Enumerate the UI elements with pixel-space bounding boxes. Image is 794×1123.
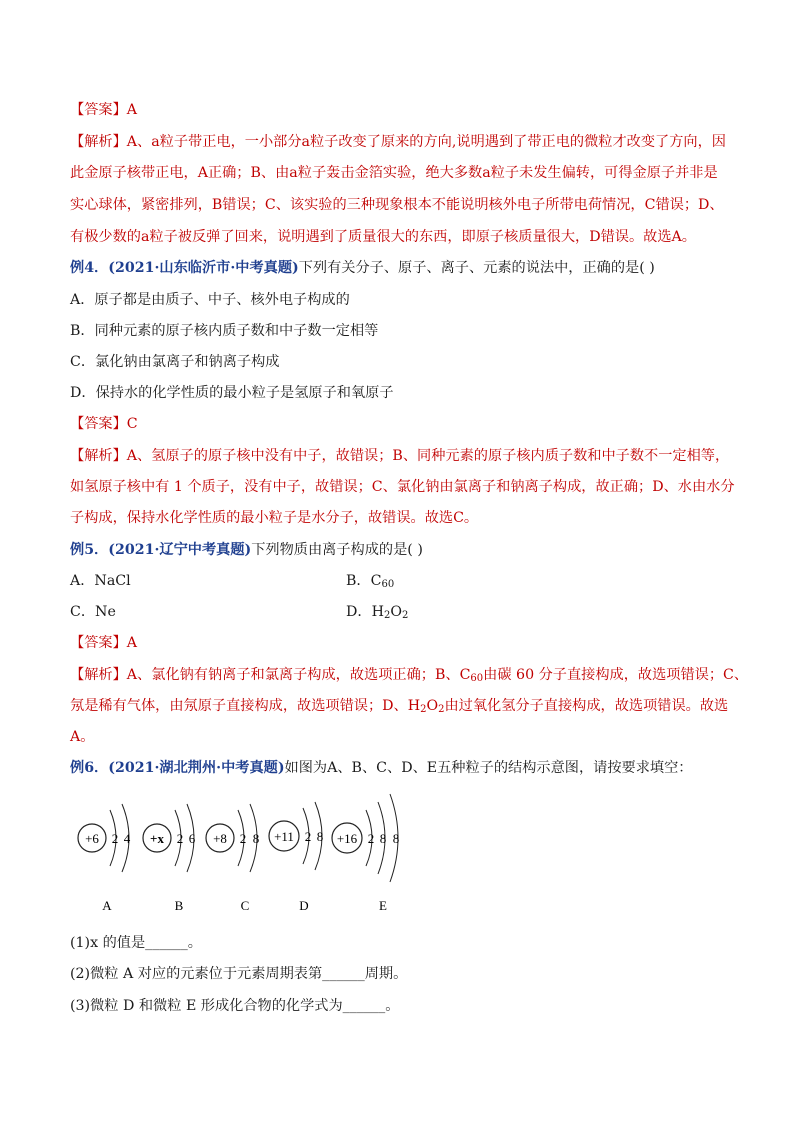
- atom-label: E: [379, 898, 387, 913]
- example-source: (2021·山东临沂市·中考真题): [108, 260, 299, 276]
- option-a: A．原子都是由质子、中子、核外电子构成的: [70, 292, 350, 308]
- sub-question-1: (1)x 的值是______。: [70, 935, 202, 951]
- atom-b-diagram: [143, 804, 196, 913]
- option-a: A．NaCl: [70, 573, 131, 589]
- example-source: (2021·湖北荆州·中考真题): [108, 760, 285, 776]
- atom-label: D: [299, 898, 309, 913]
- example-6-question: [70, 758, 693, 778]
- atom-label: A: [102, 898, 112, 913]
- analysis-line: 有极少数的a粒子被反弹了回来，说明遇到了质量很大的东西，即原子核质量很大，D错误。故选A。: [70, 229, 696, 245]
- atom-label: C: [240, 898, 250, 913]
- analysis-line: [70, 665, 748, 689]
- option-d: D．保持水的化学性质的最小粒子是氢原子和氧原子: [70, 385, 394, 401]
- example-label: 例6．: [70, 760, 109, 776]
- option-c: C．Ne: [70, 604, 116, 620]
- shell-electrons: 2: [367, 831, 375, 846]
- atom-structure-diagram: [74, 784, 434, 924]
- question-text: 下列物质由离子构成的是( ): [251, 542, 423, 558]
- example-label: 例4．: [70, 260, 109, 276]
- answer-line: [70, 633, 137, 653]
- subscript: 2: [383, 610, 391, 621]
- sub-question-2: (2)微粒 A 对应的元素位于元素周期表第______周期。: [70, 966, 408, 982]
- shell-electrons: 2: [111, 831, 119, 846]
- analysis-line: 实心球体，紧密排列，B错误；C、该实验的三种现象根本不能说明核外电子所带电荷情况，C错误；D、: [70, 197, 724, 213]
- analysis-tag: 【解析】: [70, 448, 127, 464]
- analysis-tag: 【解析】: [70, 134, 127, 150]
- analysis-text: 由过氧化氢分子直接构成，故选项错误。故选: [444, 698, 729, 714]
- atom-label: B: [174, 898, 184, 913]
- option-d-text: D．H: [346, 604, 384, 620]
- answer-line: [70, 100, 137, 120]
- analysis-line: 如氢原子核中有 1 个质子，没有中子，故错误；C、氯化钠由氯离子和钠离子构成，故正确；D、水由水分: [70, 479, 735, 495]
- option-b: [346, 571, 394, 595]
- shell-electrons: 6: [188, 831, 196, 846]
- analysis-line: 子构成，保持水化学性质的最小粒子是水分子，故错误。故选C。: [70, 510, 479, 526]
- shell-electrons: 2: [239, 831, 247, 846]
- nucleus-charge: +11: [274, 829, 294, 844]
- answer-value: A: [126, 102, 138, 118]
- analysis-text: O: [426, 698, 439, 714]
- example-label: 例5．: [70, 542, 109, 558]
- nucleus-charge: +x: [150, 831, 164, 846]
- shell-electrons: 4: [123, 831, 131, 846]
- answer-value: A: [126, 635, 138, 651]
- nucleus-charge: +8: [213, 831, 227, 846]
- shell-electrons: 8: [392, 831, 400, 846]
- example-5-question: [70, 540, 423, 560]
- subscript: 2: [401, 610, 409, 621]
- atom-d-diagram: [269, 802, 323, 913]
- analysis-line: [70, 132, 726, 152]
- analysis-text: 氖是稀有气体，由氖原子直接构成，故选项错误；D、H: [70, 698, 421, 714]
- nucleus-charge: +6: [85, 831, 99, 846]
- option-d: [346, 602, 408, 626]
- option-b: B．同种元素的原子核内质子数和中子数一定相等: [70, 323, 379, 339]
- analysis-text: A、a粒子带正电，一小部分a粒子改变了原来的方向,说明遇到了带正电的微粒才改变了方向，因: [126, 134, 726, 150]
- answer-tag: 【答案】: [70, 416, 127, 432]
- analysis-line: 此金原子核带正电，A正确；B、由a粒子轰击金箔实验，绝大多数a粒子未发生偏转，可得金原子并非是: [70, 165, 718, 181]
- shell-electrons: 2: [304, 829, 312, 844]
- subscript: 60: [470, 673, 484, 684]
- shell-electrons: 8: [316, 829, 324, 844]
- example-source: (2021·辽宁中考真题): [108, 542, 252, 558]
- answer-tag: 【答案】: [70, 635, 127, 651]
- option-d-text: O: [390, 604, 402, 620]
- answer-line: [70, 414, 138, 434]
- example-4-question: [70, 258, 655, 278]
- shell-electrons: 8: [252, 831, 260, 846]
- nucleus-charge: +16: [336, 831, 358, 846]
- analysis-line: [70, 696, 728, 720]
- atom-c-diagram: [206, 804, 259, 913]
- analysis-text: 由碳 60 分子直接构成，故选项错误；C、: [483, 667, 749, 683]
- analysis-text: A、氢原子的原子核中没有中子，故错误；B、同种元素的原子核内质子数和中子数不一定相等，: [126, 448, 730, 464]
- analysis-line: [70, 446, 729, 466]
- question-text: 下列有关分子、原子、离子、元素的说法中，正确的是( ): [298, 260, 655, 276]
- question-text: 如图为A、B、C、D、E五种粒子的结构示意图，请按要求填空：: [284, 760, 693, 776]
- subscript: 2: [438, 704, 445, 715]
- option-b-text: B．C: [346, 573, 382, 589]
- shell-electrons: 8: [379, 831, 387, 846]
- answer-value: C: [126, 416, 138, 432]
- analysis-text: A、氯化钠有钠离子和氯离子构成，故选项正确；B、C: [126, 667, 471, 683]
- analysis-line: A。: [70, 729, 95, 745]
- subscript: 2: [420, 704, 427, 715]
- atom-a-diagram: [78, 804, 131, 913]
- option-c: C．氯化钠由氯离子和钠离子构成: [70, 354, 280, 370]
- atom-e-diagram: [332, 794, 399, 913]
- answer-tag: 【答案】: [70, 102, 127, 118]
- sub-question-3: (3)微粒 D 和微粒 E 形成化合物的化学式为______。: [70, 998, 400, 1014]
- subscript: 60: [381, 579, 395, 590]
- shell-electrons: 2: [176, 831, 184, 846]
- analysis-tag: 【解析】: [70, 667, 127, 683]
